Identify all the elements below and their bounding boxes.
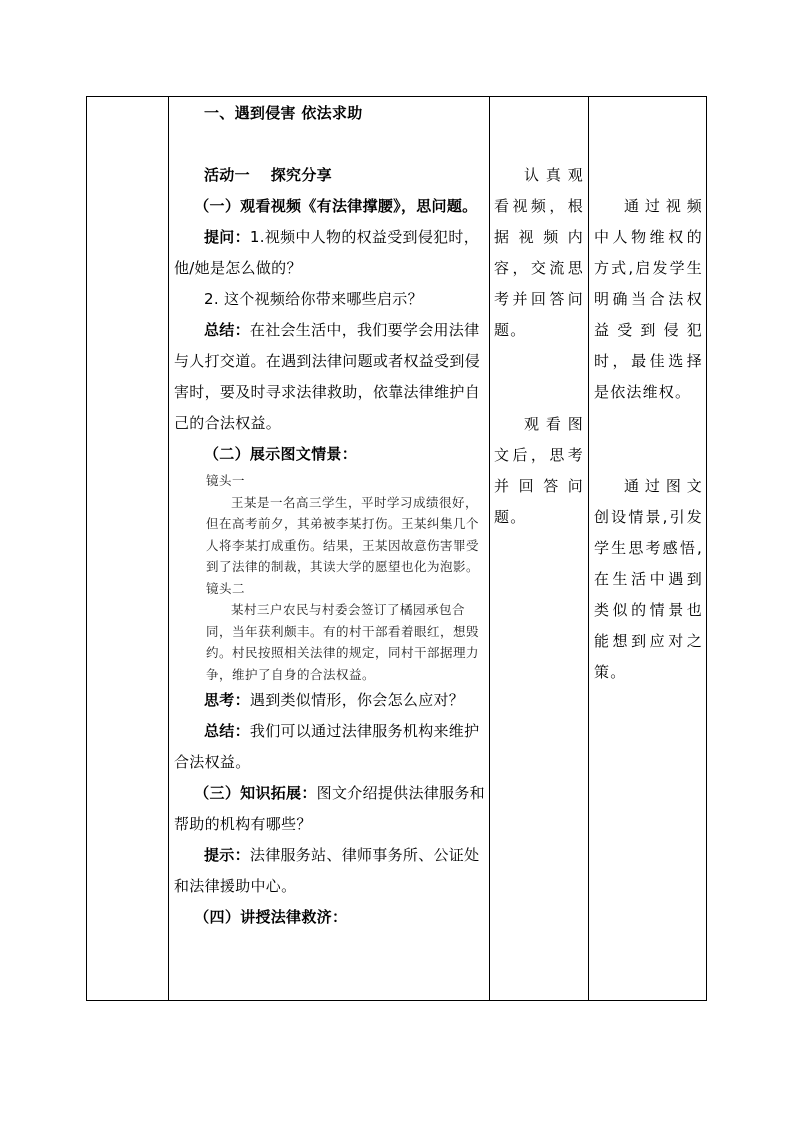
design-intent-1: 通过视频中人物维权的方式,启发学生明确当合法权益受到侵犯时，最佳选择是依法维权。 (594, 197, 703, 401)
column-divider-1 (168, 96, 169, 1001)
question-label: 提问： (204, 228, 250, 246)
summary-text: 我们可以通过法律服务机构来维护合法权益。 (174, 722, 480, 771)
summary-text: 在社会生活中，我们要学会用法律与人打交道。在遇到法律问题或者权益受到侵害时，要及时寻求法律救助，依靠法律维护自己的合法权益。 (174, 321, 481, 432)
column-divider-3 (588, 96, 589, 1001)
part2-summary (174, 716, 485, 778)
part1-question-2: 2. 这个视频给你带来哪些启示？ (204, 290, 423, 308)
part3-heading-text: 图文介绍提供法律服务和帮助的机构有哪些？ (174, 784, 485, 833)
part3-heading (174, 778, 485, 840)
part3-hint (174, 840, 485, 902)
scene2-title: 镜头二 (206, 580, 246, 596)
part1-question-1 (174, 222, 485, 284)
section-title: 一、遇到侵害 依法求助 (204, 104, 363, 122)
scene1-title: 镜头一 (206, 473, 246, 488)
column-divider-2 (489, 96, 490, 1001)
scene1-text: 王某是一名高三学生，平时学习成绩很好，但在高考前夕，其弟被李某打伤。王某纠集几个人将李某打成重伤。结果，王某因故意伤害罪受到了法律的制裁，其读大学的愿望也化为泡影。 (206, 494, 480, 574)
part2-heading: （二）展示图文情景： (204, 445, 358, 463)
think-text: 遇到类似情形，你会怎么应对？ (249, 691, 465, 709)
design-intent-2: 通过图文创设情景,引发学生思考感悟,在生活中遇到类似的情景也能想到应对之策。 (594, 477, 703, 681)
part3-heading-label: （三）知识拓展： (194, 784, 317, 802)
part2-think (174, 685, 485, 716)
part1-heading: （一）观看视频《有法律撑腰》，思问题。 (194, 197, 478, 215)
activity-title: 活动一 探究分享 (204, 166, 332, 184)
question-1-text: 1.视频中人物的权益受到侵犯时，他/她是怎么做的？ (174, 228, 480, 277)
summary-label: 总结： (204, 722, 250, 740)
summary-label: 总结： (204, 321, 250, 339)
hint-label: 提示： (204, 846, 250, 864)
part4-heading: （四）讲授法律救济： (194, 908, 348, 926)
scene-image-box (174, 470, 485, 685)
student-activity-2: 观看图文后，思考并回答问题。 (494, 415, 584, 526)
think-label: 思考： (204, 691, 250, 709)
teaching-process-cell (174, 98, 485, 933)
hint-text: 法律服务站、律师事务所、公证处和法律援助中心。 (174, 846, 480, 895)
student-activity-1: 认真观看视频，根据视频内容，交流思考并回答问题。 (494, 166, 584, 339)
blank-line (174, 129, 485, 160)
part1-summary (174, 315, 485, 439)
scene2-text: 某村三户农民与村委会签订了橘园承包合同，当年获利颇丰。有的村干部看着眼红，想毁约。村民按照相关法律的规定，同村干部据理力争，维护了自身的合法权益。 (206, 602, 480, 682)
